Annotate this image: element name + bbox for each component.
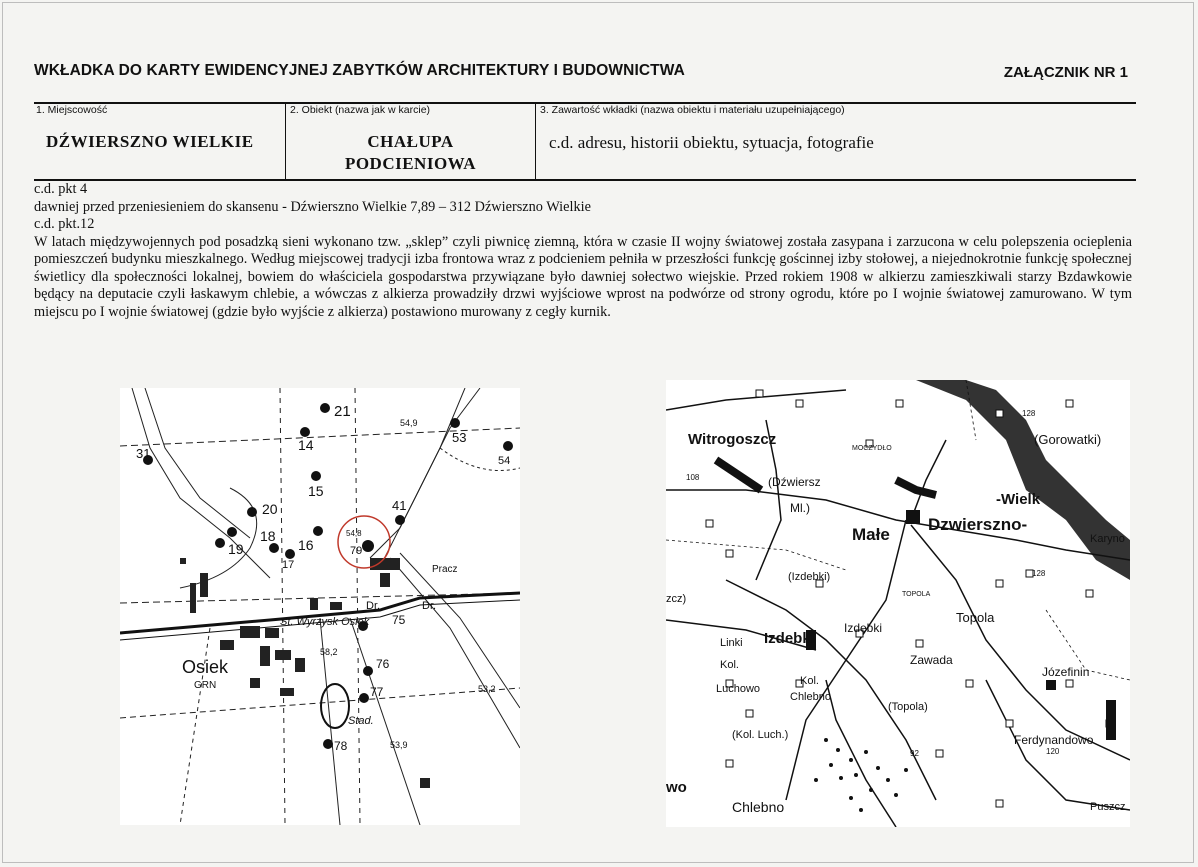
map-label-ml: Ml.) [790, 501, 810, 515]
map-label-elev-92: 92 [910, 749, 919, 758]
map-label-linki: Linki [720, 637, 743, 649]
field-value-object-line1: CHAŁUPA [367, 132, 454, 151]
map-label-pracz: Pracz [432, 564, 458, 575]
field-value-locality: DŹWIERSZNO WIELKIE [46, 132, 254, 151]
map-label-topola: Topola [956, 610, 995, 625]
map-label-elev-532: 53,2 [478, 684, 496, 694]
map-label-14: 14 [298, 437, 314, 453]
map-label-elev-128a: 128 [1022, 409, 1036, 418]
map-label-topola-small: TOPOLA [902, 591, 931, 598]
field-label-object: 2. Obiekt (nazwa jak w karcie) [290, 104, 431, 116]
map-label-izdebki: Izdebki [764, 630, 815, 647]
map-label-kol-1: Kol. [720, 659, 739, 671]
map-label-elev-548: 54,8 [346, 529, 362, 538]
map-label-karyno: Karyno [1090, 533, 1125, 545]
map-label-topola-paren: (Topola) [888, 701, 928, 713]
map-label-53: 53 [452, 430, 467, 445]
map-label-dr-2: Dr. [422, 600, 437, 612]
map-label-21: 21 [334, 403, 351, 420]
topographic-map-dzwierszno [666, 380, 1130, 827]
body-text [34, 181, 1132, 321]
field-value-object-line2: PODCIENIOWA [344, 154, 477, 173]
map-label-31: 31 [136, 446, 151, 461]
map-label-wielk: -Wielk [996, 491, 1041, 508]
map-label-puszcz: Puszcz [1090, 801, 1126, 813]
map-label-17: 17 [282, 559, 295, 571]
map-label-wo: wo [666, 779, 687, 796]
map-label-dr-1: Dr. [366, 600, 381, 612]
map-label-54: 54 [498, 455, 511, 467]
field-label-contents: 3. Zawartość wkładki (nazwa obiektu i materiału uzupełniającego) [540, 104, 845, 116]
map-label-kol-2: Kol. [800, 675, 819, 687]
body-line-pkt4: c.d. pkt 4 [34, 181, 88, 197]
map-label-zcz: zcz) [666, 593, 687, 605]
map-label-moczydlo: MOCZYDŁO [852, 445, 892, 452]
map-label-jozefinin: Józefinin [1042, 665, 1090, 679]
map-label-elev-128b: 128 [1032, 569, 1046, 578]
map-label-18: 18 [260, 528, 276, 544]
map-label-elev-120: 120 [1046, 747, 1060, 756]
map-label-zawada: Zawada [910, 653, 953, 667]
map-label-15: 15 [308, 483, 324, 499]
map-label-luchowo: Luchowo [716, 683, 761, 695]
body-line-address: dawniej przed przeniesieniem do skansenu - Dźwierszno Wielkie 7,89 – 312 Dźwierszno Wielkie [34, 198, 591, 215]
map-label-16: 16 [298, 537, 314, 553]
map-label-kol-luch: (Kol. Luch.) [732, 729, 789, 741]
body-line-pkt12: c.d. pkt.12 [34, 216, 95, 232]
map-label-41: 41 [392, 498, 407, 513]
map-label-stadium: Stad. [348, 715, 374, 727]
map-label-chlebno-1: Chlebno [790, 691, 831, 703]
body-paragraph: W latach międzywojennych pod posadzką sieni wykonano tzw. „sklep” czyli piwnicę ziemną, która w czasie II wojny światowej została zasypana i zarzucona w celu polepszenia ocieplenia pomieszczeń budynku mieszkalnego. Według miejscowej tradycji izba frontowa wraz z podcieniem pełniła w przeszłości funkcję gościnnej izby stołowej, a niejednokrotnie funkcję społecznej świetlicy dla społeczności lokalnej, bowiem do właściciela gospodarstwa przywiązane było dawniej sołectwo wiejskie. Przed rokiem 1908 w alkierzu zamieszkiwali starzy Bzdawkowie będący na deputacie czyli łaskawym chlebie, a wówczas z alkierza prowadziły drzwi wyjściowe wprost na podwórze od strony ogrodu, które po I wojnie światowej zamurowano. W tym miejscu po I wojnie światowej (gdzie było wyjście z alkierza) postawiono murowany z cegły kurnik. [34, 233, 1132, 320]
map-label-dzwiersz: (Dźwiersz [768, 475, 821, 489]
map-label-77: 77 [370, 685, 384, 699]
map-label-chlebno-2: Chlebno [732, 799, 785, 815]
map-label-izdebki-2: Izdebki [844, 621, 883, 635]
field-value-contents: c.d. adresu, historii obiektu, sytuacja, fotografie [549, 133, 874, 152]
map-label-dzwierszno: Dzwierszno- [928, 515, 1028, 534]
map-label-elev-582: 58,2 [320, 647, 338, 657]
attachment-label: ZAŁĄCZNIK NR 1 [1003, 64, 1128, 81]
map-label-ferdynandowo: Ferdynandowo [1014, 733, 1094, 747]
map-label-elev-108: 108 [686, 473, 700, 482]
map-label-osiek: Osiek [182, 657, 229, 677]
field-label-locality: 1. Miejscowość [36, 104, 108, 116]
map-label-izdebki-paren: (Izdebki) [788, 571, 831, 583]
topographic-map-osiek [120, 388, 520, 825]
map-label-grn: GRN [194, 680, 217, 691]
map-label-19: 19 [228, 541, 244, 557]
map-label-78: 78 [334, 739, 348, 753]
map-label-elev-539: 53,9 [390, 740, 408, 750]
map-label-witrogoszcz: Witrogoszcz [688, 431, 777, 448]
map-label-79: 79 [350, 545, 363, 557]
map-label-elev-549: 54,9 [400, 418, 418, 428]
map-label-gorowatki: (Gorowatki) [1034, 432, 1102, 447]
field-divider-2 [535, 103, 536, 179]
map-label-male: Małe [852, 525, 890, 544]
map-label-76: 76 [376, 657, 390, 671]
map-label-20: 20 [262, 501, 278, 517]
map-label-75: 75 [392, 613, 406, 627]
map-label-station: St. Wyrzysk Osiek [280, 616, 370, 628]
form-title: WKŁADKA DO KARTY EWIDENCYJNEJ ZABYTKÓW ARCHITEKTURY I BUDOWNICTWA [34, 62, 685, 79]
